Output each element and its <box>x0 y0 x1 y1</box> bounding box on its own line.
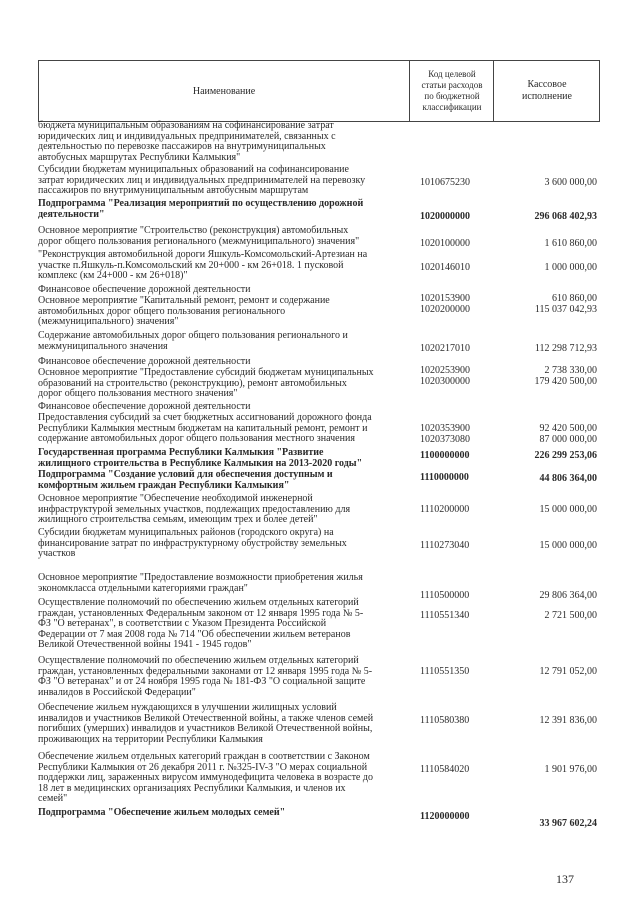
row-code: 1110551340 <box>420 610 470 621</box>
row-code: 1020000000 <box>420 211 470 222</box>
row-code: 1110551350 <box>420 666 470 677</box>
row-name: Основное мероприятие "Обеспечение необходимой инженерной инфраструктурой земельных участков, подлежащих предоставлению для жилищного строительства семьям, имеющим трех и более детей" <box>38 493 351 526</box>
row-name: Основное мероприятие "Строительство (реконструкция) автомобильных дорог общего пользования регионального (межмуниципального) значения" <box>38 225 360 247</box>
row-code: 1110000000 <box>420 472 469 483</box>
header-name: Наименование <box>192 85 256 97</box>
row-name: Подпрограмма "Реализация мероприятий по осуществлению дорожной деятельности" <box>38 198 364 220</box>
header-code: Код целевой статьи расходов по бюджетной классификации <box>409 61 494 121</box>
row-code: 1110200000 <box>420 504 470 515</box>
row-code: 1020153900 1020200000 <box>420 293 470 315</box>
row-amount: 2 738 330,00 179 420 500,00 <box>534 365 597 387</box>
row-name: Подпрограмма "Создание условий для обеспечения доступным и комфортным жильем граждан Республики Калмыкия" <box>38 469 333 491</box>
page-number: 137 <box>556 872 574 886</box>
table-header <box>38 60 600 122</box>
row-name: Основное мероприятие "Капитальный ремонт, ремонт и содержание автомобильных дорог общего пользования регионального (межмуниципального) значения" <box>38 295 330 328</box>
row-code: 1110500000 <box>420 590 470 601</box>
row-name: Субсидии бюджетам муниципальных образований на софинансирование затрат юридических лиц и индивидуальных предпринимателей на перевозку пассажиров по внутримуниципальным автобусным маршрутам <box>38 164 366 197</box>
row-name: Предоставления субсидий за счет бюджетных ассигнований дорожного фонда Республики Калмыкия местным бюджетам на капитальный ремонт, ремонт и содержание автомобильных дорог общего пользования местного значения <box>38 412 372 445</box>
row-amount: 12 791 052,00 <box>539 666 597 677</box>
row-amount: 2 721 500,00 <box>544 610 597 621</box>
row-code: 1100000000 <box>420 450 470 461</box>
row-amount: 29 806 364,00 <box>539 590 597 601</box>
row-name: Осуществление полномочий по обеспечению жильем отдельных категорий граждан, установленных федеральными законами от 12 января 1995 года № 5- ФЗ "О ветеранах" и от 24 ноября 1995 года № 181-ФЗ "О социальной защите инвалидов в Российской Федерации" <box>38 655 373 698</box>
row-name: бюджета муниципальным образованиям на софинансирование затрат юридических лиц и индивидуальных предпринимателей, связанных с деятельностью по перевозке пассажиров на внутримуниципальных автобусных маршрутах Республики Калмыкия" <box>38 120 336 163</box>
row-amount: 92 420 500,00 87 000 000,00 <box>539 423 597 445</box>
row-code: 1110580380 <box>420 715 470 726</box>
row-amount: 12 391 836,00 <box>539 715 597 726</box>
row-amount: 296 068 402,93 <box>534 211 597 222</box>
row-name: "Реконструкция автомобильной дороги Яшкуль-Комсомольский-Артезиан на участке п.Яшкуль-п.Комсомольский км 20+000 - км 26+018. 1 пусковой комплекс (км 24+000 - км 26+018)" <box>38 249 368 282</box>
row-amount: 15 000 000,00 <box>539 540 597 551</box>
row-name: Обеспечение жильем нуждающихся в улучшении жилищных условий инвалидов и участников Великой Отечественной войны, а также членов семей погибших (умерших) инвалидов и участников Великой Отечественной войны, проживающих на территории Республики Калмыкия <box>38 702 374 745</box>
row-name: Основное мероприятие "Предоставление возможности приобретения жилья экономкласса отдельными категориями граждан" <box>38 572 363 594</box>
row-code: 1020217010 <box>420 343 470 354</box>
row-name: Осуществление полномочий по обеспечению жильем отдельных категорий граждан, установленных Федеральным законом от 12 января 1995 года № 5- ФЗ "О ветеранах", в соответствии с Указом Президента Российской Федерации от 7 мая 2008 года № 714 "Об обеспечении жильем ветеранов Великой Отечественной войны 1941 - 1945 годов" <box>38 597 364 651</box>
row-name: Финансовое обеспечение дорожной деятельности <box>38 401 251 412</box>
row-code: 1110273040 <box>420 540 470 551</box>
row-name: Основное мероприятие "Предоставление субсидий бюджетам муниципальных образований на строительство (реконструкцию), ремонт автомобильных дорог общего пользования местного значения" <box>38 367 374 400</box>
row-amount: 3 600 000,00 <box>544 177 597 188</box>
row-code: 1020100000 <box>420 238 470 249</box>
row-name: Финансовое обеспечение дорожной деятельности <box>38 356 251 367</box>
row-amount: 33 967 602,24 <box>539 818 597 829</box>
row-name: Государственная программа Республики Калмыкия "Развитие жилищного строительства в Республике Калмыкия на 2013-2020 годы" <box>38 447 363 469</box>
row-amount: 610 860,00 115 037 042,93 <box>534 293 597 315</box>
row-name: Финансовое обеспечение дорожной деятельности <box>38 284 251 295</box>
row-code: 1120000000 <box>420 811 470 822</box>
row-name: Субсидии бюджетам муниципальных районов (городского округа) на финансирование затрат по инфраструктурному обустройству земельных участков <box>38 527 347 560</box>
row-code: 1110584020 <box>420 764 470 775</box>
header-amount: Кассовое исполнение <box>493 61 600 121</box>
row-code: 1020253900 1020300000 <box>420 365 470 387</box>
row-amount: 1 610 860,00 <box>544 238 597 249</box>
row-name: Подпрограмма "Обеспечение жильем молодых семей" <box>38 807 286 818</box>
row-amount: 44 806 364,00 <box>539 473 597 484</box>
row-code: 1010675230 <box>420 177 470 188</box>
row-amount: 112 298 712,93 <box>534 343 597 354</box>
row-name: Обеспечение жильем отдельных категорий граждан в соответствии с Законом Республики Калмыкия от 26 декабря 2011 г. №325-IV-З "О мерах социальной поддержки лиц, зараженных вирусом иммунодефицита человека в возрасте до 18 лет в медицинских организациях Республики Калмыкия, и членов их семей" <box>38 751 373 805</box>
row-amount: 1 000 000,00 <box>544 262 597 273</box>
row-name: Содержание автомобильных дорог общего пользования регионального и межмуниципального значения <box>38 330 348 352</box>
row-amount: 15 000 000,00 <box>539 504 597 515</box>
row-code: 1020146010 <box>420 262 470 273</box>
row-amount: 1 901 976,00 <box>544 764 597 775</box>
row-amount: 226 299 253,06 <box>534 450 597 461</box>
row-code: 1020353900 1020373080 <box>420 423 470 445</box>
